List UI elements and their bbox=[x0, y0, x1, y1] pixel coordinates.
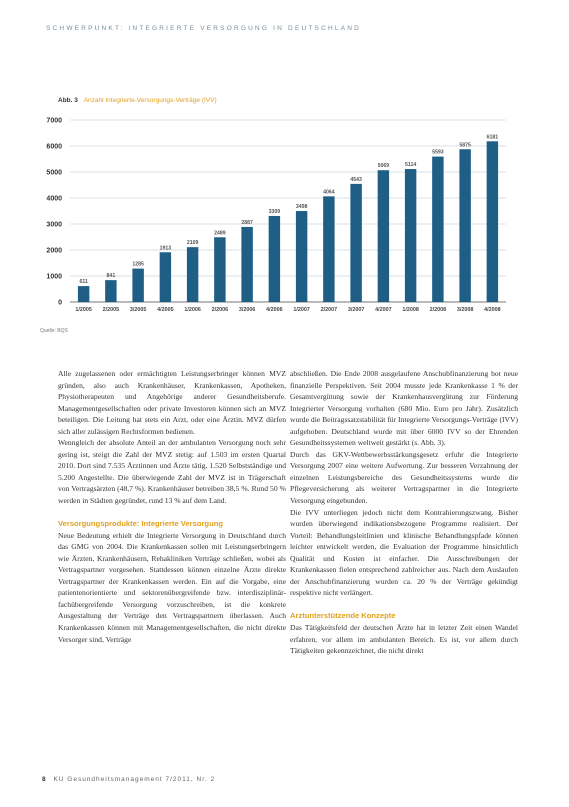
data-label: 5875 bbox=[459, 142, 471, 149]
x-tick-label: 3/2005 bbox=[129, 307, 147, 313]
x-tick-label: 4/2007 bbox=[375, 307, 392, 313]
data-label: 5593 bbox=[432, 149, 444, 156]
data-label: 5114 bbox=[404, 162, 417, 169]
x-tick-label: 1/2006 bbox=[184, 307, 201, 313]
figure-caption bbox=[58, 97, 217, 104]
data-label: 6181 bbox=[486, 134, 499, 141]
page-number: 8 bbox=[42, 776, 47, 783]
right-paragraph-4: Das Tätigkeitsfeld der deutschen Ärzte hat in letzter Zeit einen Wandel erfahren, vor allem im ambulanten Bereich. Es ist, vor allem durch Tätigkeiten gekennzeichnet, die nicht direkt bbox=[290, 623, 518, 656]
x-tick-label: 4/2005 bbox=[157, 307, 174, 313]
bar bbox=[296, 211, 307, 302]
x-tick-label: 1/2007 bbox=[293, 307, 310, 313]
data-label: 3498 bbox=[295, 204, 308, 211]
left-paragraph-3: Neue Bedeutung erhielt die Integrierte Versorgung in Deutschland durch das GMG von 2004. Die Krankenkassen sollen mit Leistungserbringern wie Ärzten, Krankenhäusern, Rehakliniken Verträge schließen, wobei als Vertragspartner vorgesehen. Stattdessen können einzelne Ärzte direkte Vertragspartner der Krankenkassen werden. Ein auf die Vorgabe, eine patientenorientierte und sektorenübergreifende bzw. interdisziplinär-fachübergreifende Versorgung vorzuschreiben, ist die konkrete Ausgestaltung der Verträge den Vertragspartnern überlassen. Auch Krankenkassen können mit Managementgesellschaften, die nicht direkte Versorger sind, Verträge bbox=[58, 530, 286, 644]
data-label: 611 bbox=[79, 279, 88, 286]
x-tick-label: 3/2008 bbox=[456, 307, 474, 313]
x-tick-label: 1/2005 bbox=[75, 307, 92, 313]
right-paragraph-3: Die IVV unterliegen jedoch nicht dem Kontrahierungszwang. Bisher wurden überwiegend indikationsbezogene Programme realisiert. Der Vorteil: Behandlungsleitlinien und klinische Behandlungspfade können leichter entwickelt werden, die Evaluation der Programme hinsichtlich Qualität und Kosten ist einfacher. Die Ausschreibungen der Krankenkassen fielen entsprechend zahlreicher aus. Nach dem Auslaufen der Anschubfinanzierung wurden ca. 20 % der Verträge gekündigt respektive nicht verlängert. bbox=[290, 507, 518, 598]
bar bbox=[132, 269, 143, 302]
bar bbox=[187, 247, 198, 302]
y-tick-label: 3000 bbox=[46, 221, 62, 229]
data-label: 841 bbox=[106, 273, 116, 280]
y-tick-label: 0 bbox=[58, 299, 62, 307]
bar bbox=[378, 170, 389, 302]
bar bbox=[459, 149, 470, 302]
data-label: 2109 bbox=[186, 240, 199, 247]
y-tick-label: 1000 bbox=[46, 273, 62, 281]
y-tick-label: 7000 bbox=[46, 117, 62, 125]
bar-chart bbox=[40, 112, 520, 326]
x-tick-label: 2/2006 bbox=[211, 307, 229, 313]
left-paragraph-2: Wenngleich der absolute Anteil an der ambulanten Versorgung noch sehr gering ist, steigt die Zahl der MVZ stetig: auf 1.503 im ersten Quartal 2010. Dort sind 7.535 Ärztinnen und Ärzte tätig, 1.520 Selbstständige und 5.200 Angestellte. Die überwiegende Zahl der MVZ ist in Trägerschaft von Vertragsärzten (48,7 %). Krankenhäuser betreiben 38,5 %. Rund 50 % werden in Städten gegründet, rund 13 % auf dem Land. bbox=[58, 438, 286, 506]
left-paragraph-1: Alle zugelassenen oder ermächtigten Leistungserbringer können MVZ gründen, also auch Krankenhäuser, Krankenkassen, Apotheken, Physiotherapeuten und Angehörige anderer Gesundheitsberufe. Managementgesellschaften oder private Investoren können sich an MVZ beteiligen. Die Leitung hat stets ein Arzt, oder eine Ärztin. MVZ dürfen sich aller zulässigen Rechtsformen bedienen. bbox=[58, 369, 286, 436]
bar bbox=[405, 169, 416, 302]
bar bbox=[78, 286, 89, 302]
x-tick-label: 3/2007 bbox=[347, 307, 365, 313]
data-label: 5069 bbox=[377, 163, 390, 170]
left-section-heading: Versorgungsprodukte: Integrierte Versorgung bbox=[58, 519, 223, 529]
x-tick-label: 4/2006 bbox=[266, 307, 283, 313]
figure-source: Quelle: BQS bbox=[40, 328, 68, 334]
x-tick-label: 1/2008 bbox=[402, 307, 419, 313]
x-tick-label: 2/2008 bbox=[429, 307, 447, 313]
data-label: 2887 bbox=[241, 219, 253, 226]
page-footer bbox=[42, 776, 215, 783]
bar bbox=[214, 237, 225, 302]
bar bbox=[432, 157, 443, 302]
y-tick-label: 6000 bbox=[46, 143, 62, 151]
x-tick-label: 2/2005 bbox=[102, 307, 120, 313]
y-tick-label: 5000 bbox=[46, 169, 62, 177]
right-paragraph-2: Durch das GKV-Wettbewerbsstärkungsgesetz erfuhr die Integrierte Versorgung 2007 eine weitere Aufwertung. Zur besseren Verzahnung der einzelnen Leistungsbereiche des Gesundheitssystems wurde die Pflegeversicherung als weiterer Vertragspartner in die Integrierte Versorgung eingebunden. bbox=[290, 449, 518, 506]
data-label: 4064 bbox=[323, 189, 335, 196]
bar bbox=[269, 216, 280, 302]
data-label: 4543 bbox=[350, 176, 362, 183]
right-section-heading: Arztunterstützende Konzepte bbox=[290, 611, 396, 621]
figure-title: Anzahl Integrierte-Versorgungs-Verträge (IVV) bbox=[83, 97, 217, 104]
figure-label: Abb. 3 bbox=[58, 97, 78, 104]
bar bbox=[323, 196, 334, 302]
x-tick-label: 3/2006 bbox=[238, 307, 256, 313]
bar bbox=[241, 227, 252, 302]
bar bbox=[350, 184, 361, 302]
data-label: 2489 bbox=[214, 230, 226, 237]
data-label: 1285 bbox=[132, 261, 144, 268]
x-tick-label: 2/2007 bbox=[320, 307, 338, 313]
section-kicker: SCHWERPUNKT: INTEGRIERTE VERSORGUNG IN DEUTSCHLAND bbox=[46, 25, 362, 32]
left-column bbox=[58, 368, 286, 645]
y-tick-label: 4000 bbox=[46, 195, 62, 203]
right-column bbox=[290, 368, 518, 657]
journal-name: KU Gesundheitsmanagement 7/2011, Nr. 2 bbox=[53, 776, 216, 783]
bar bbox=[160, 252, 171, 302]
bar bbox=[105, 280, 116, 302]
right-paragraph-1: abschließen. Die Ende 2008 ausgelaufene Anschubfinanzierung bot neue finanzielle Perspektiven. Seit 2004 musste jede Krankenkasse 1 % der Gesamtvergütung sowie der Krankenhausvergütung zur Förderung Integrierter Versorgung vorhalten (680 Mio. Euro pro Jahr). Zusätzlich wurde die Beitragssatzstabilität für Integrierte Versorgungs-Verträge (IVV) aufgehoben. Deutschland wurde mit über 6000 IVV so der Ehrenden Gesundheitssystemen weltweit gestärkt (s. Abb. 3). bbox=[290, 369, 518, 448]
y-tick-label: 2000 bbox=[46, 247, 62, 255]
data-label: 1913 bbox=[159, 245, 172, 252]
x-tick-label: 4/2008 bbox=[484, 307, 501, 313]
bar bbox=[487, 141, 498, 302]
data-label: 3309 bbox=[268, 208, 281, 215]
